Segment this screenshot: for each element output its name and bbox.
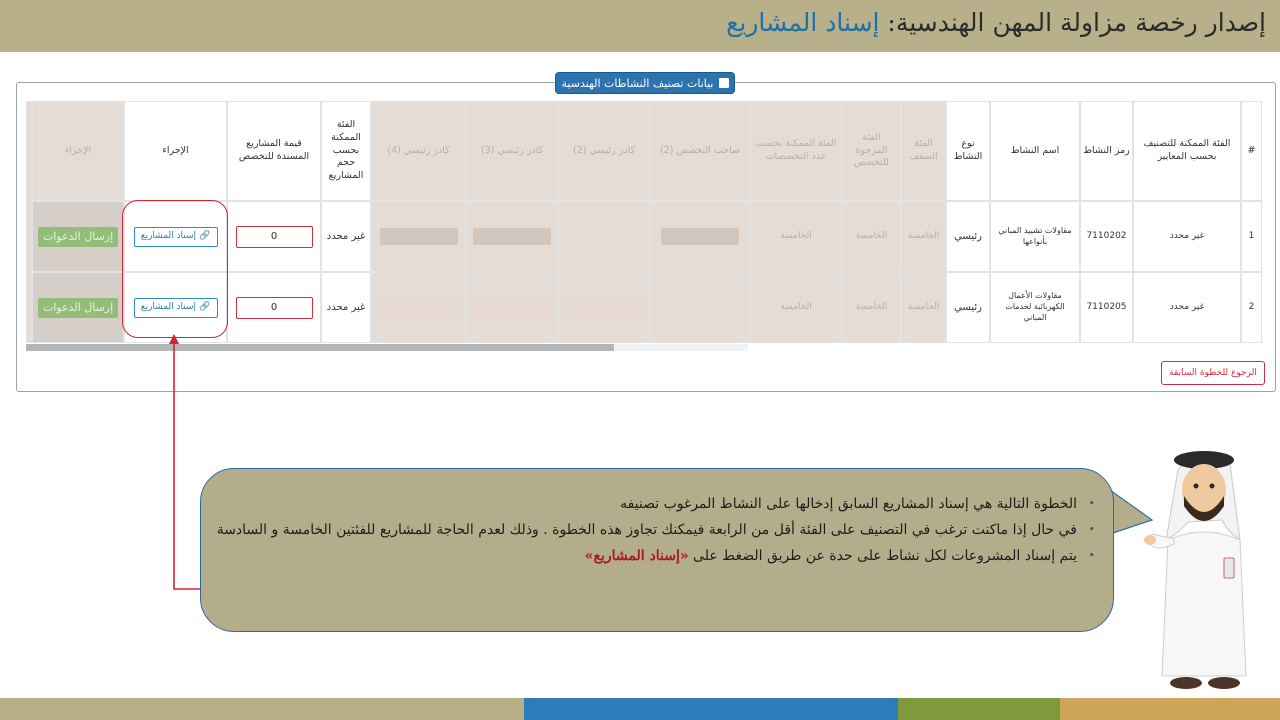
row1-value-input[interactable]: 0 xyxy=(236,226,313,248)
row1-cap: الخامسة xyxy=(901,201,946,272)
previous-step-button[interactable]: الرجوع للخطوة السابقة xyxy=(1161,361,1265,385)
row1-name: مقاولات تشييد المباني بأنواعها xyxy=(990,201,1080,272)
row2-bycount: الخامسة xyxy=(750,272,842,343)
row1-staff3-button xyxy=(473,228,551,245)
row2-value-cell xyxy=(227,272,321,343)
footer-stripe-2 xyxy=(524,698,898,720)
panel-title-label: بيانات تصنيف النشاطات الهندسية xyxy=(561,76,714,90)
scrollbar-thumb[interactable] xyxy=(26,344,614,351)
assign-column-highlight xyxy=(122,200,228,338)
row1-owner-button xyxy=(661,228,739,245)
guide-character-illustration xyxy=(1138,440,1268,696)
row1-bycount: الخامسة xyxy=(750,201,842,272)
row1-send-cell xyxy=(32,201,124,272)
row1-category: غير محدد xyxy=(1133,201,1241,272)
row1-type: رئيسي xyxy=(946,201,990,272)
row2-staff3 xyxy=(466,272,558,343)
col-header-action2: الإجراء xyxy=(32,101,124,201)
panel-title-badge xyxy=(555,72,735,94)
row1-staff4 xyxy=(371,201,466,272)
row2-assign-label: إسناد المشاريع xyxy=(140,302,197,313)
footer-stripe-4 xyxy=(1060,698,1280,720)
row2-cap: الخامسة xyxy=(901,272,946,343)
footer-stripe-1 xyxy=(0,698,524,720)
row2-staff2 xyxy=(558,272,650,343)
footer-stripe-3 xyxy=(898,698,1060,720)
row2-name: مقاولات الأعمال الكهربائية لخدمات المباني xyxy=(990,272,1080,343)
col-header-value: قيمة المشاريع المسندة للتخصص xyxy=(227,101,321,201)
row2-code: 7110205 xyxy=(1080,272,1133,343)
row1-num: 1 xyxy=(1241,201,1262,272)
row2-desired: الخامسة xyxy=(842,272,901,343)
col-header-num: # xyxy=(1241,101,1262,201)
instruction-item-1: • الخطوة التالية هي إسناد المشاريع السابق إدخالها على النشاط المرغوب تصنيفه xyxy=(207,491,1077,517)
row2-num: 2 xyxy=(1241,272,1262,343)
row1-code: 7110202 xyxy=(1080,201,1133,272)
link-icon: 🔗 xyxy=(199,302,211,313)
row1-byvolume: غير محدد xyxy=(321,201,371,272)
row1-desired: الخامسة xyxy=(842,201,901,272)
row1-staff2 xyxy=(558,201,650,272)
row2-staff4 xyxy=(371,272,466,343)
row1-staff3 xyxy=(466,201,558,272)
row2-byvolume: غير محدد xyxy=(321,272,371,343)
instruction-item-3-text: يتم إسناد المشروعات لكل نشاط على حدة عن طريق الضغط على xyxy=(693,548,1077,564)
col-header-owner: صاحب التخصص (2) xyxy=(650,101,750,201)
row1-staff4-button xyxy=(380,228,458,245)
col-header-byvolume: الفئة الممكنة بحسب حجم المشاريع xyxy=(321,101,371,201)
col-header-desired: الفئة المرجوة للتخصص xyxy=(842,101,901,201)
instruction-bubble xyxy=(200,468,1114,632)
row2-send-cell xyxy=(32,272,124,343)
instruction-item-3-highlight: «إسناد المشاريع» xyxy=(584,548,689,564)
page-title-highlight: إسناد المشاريع xyxy=(726,8,880,37)
instruction-item-2: • في حال إذا ماكنت ترغب في التصنيف على الفئة أقل من الرابعة فيمكنك تجاوز هذه الخطوة . وذلك لعدم الحاجة للمشاريع للفئتين الخامسة و السادسة xyxy=(207,517,1077,543)
header-bar xyxy=(0,0,1280,52)
row2-type: رئيسي xyxy=(946,272,990,343)
row2-send-invites-button: إرسال الدعوات xyxy=(38,298,118,318)
row1-value-cell xyxy=(227,201,321,272)
col-header-code: رمز النشاط xyxy=(1080,101,1133,201)
link-icon: 🔗 xyxy=(199,231,211,242)
instruction-item-3 xyxy=(207,543,1077,569)
row2-staff4-button xyxy=(380,299,458,317)
row2-staff2-button xyxy=(565,299,643,317)
table-horizontal-scrollbar[interactable] xyxy=(26,344,748,351)
row2-owner xyxy=(650,272,750,343)
row2-category: غير محدد xyxy=(1133,272,1241,343)
row2-value-input[interactable]: 0 xyxy=(236,297,313,319)
book-icon xyxy=(719,78,729,88)
col-header-staff4: كادر رئيسي (4) xyxy=(371,101,466,201)
col-header-type: نوع النشاط xyxy=(946,101,990,201)
col-header-category: الفئة الممكنة للتصنيف بحسب المعايير xyxy=(1133,101,1241,201)
col-header-bycount: الفئة الممكنة بحسب عدد التخصصات xyxy=(750,101,842,201)
row1-assign-label: إسناد المشاريع xyxy=(140,231,197,242)
col-header-staff2: كادر رئيسي (2) xyxy=(558,101,650,201)
row1-owner xyxy=(650,201,750,272)
col-header-name: اسم النشاط xyxy=(990,101,1080,201)
instruction-list xyxy=(207,491,1077,569)
page-title xyxy=(726,8,1266,37)
page-title-main: إصدار رخصة مزاولة المهن الهندسية: xyxy=(887,8,1266,37)
col-header-action: الإجراء xyxy=(124,101,227,201)
col-header-staff3: كادر رئيسي (3) xyxy=(466,101,558,201)
col-header-cap: الفئة السقف xyxy=(901,101,946,201)
row1-send-invites-button: إرسال الدعوات xyxy=(38,227,118,247)
row2-staff3-button xyxy=(473,299,551,317)
